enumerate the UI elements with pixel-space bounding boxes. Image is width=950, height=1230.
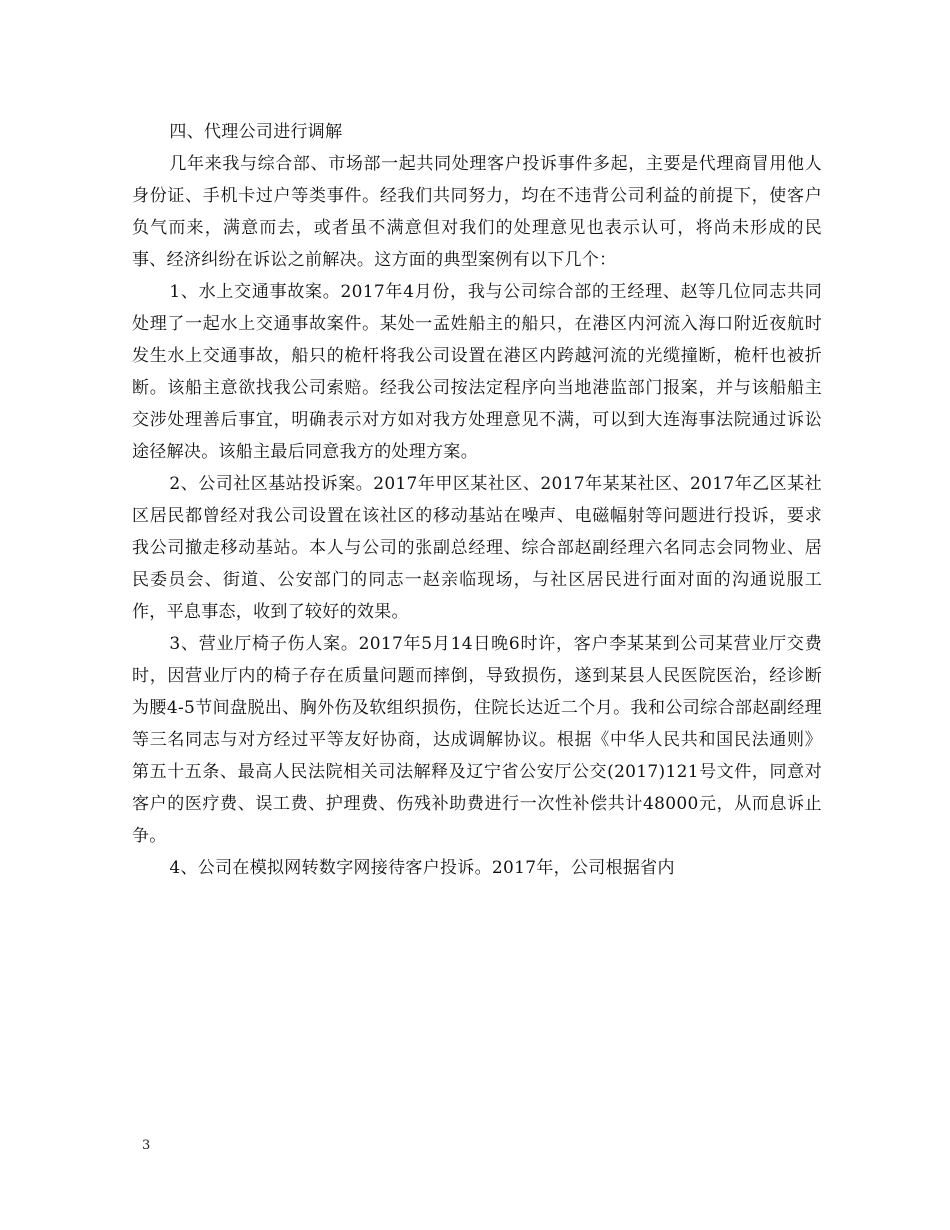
section-heading: 四、代理公司进行调解 (169, 122, 343, 142)
paragraph-case-3: 3、营业厅椅子伤人案。2017年5月14日晚6时许，客户李某某到公司某营业厅交费时，因营业厅内的椅子存在质量问题而摔倒，导致损伤，遂到某县人民医院医治，经诊断为腰4-5节间盘脱出、胸外伤及软组织损伤，住院长达近二个月。我和公司综合部赵副经理等三名同志与对方经过平等友好协商，达成调解协议。根据《中华人民共和国民法通则》第五十五条、最高人民法院相关司法解释及辽宁省公安厅公交(2017)121号文件，同意对客户的医疗费、误工费、护理费、伤残补助费进行一次性补偿共计48000元，从而息诉止争。 (132, 634, 822, 846)
page-number: 3 (142, 1138, 151, 1153)
paragraph-case-2: 2、公司社区基站投诉案。2017年甲区某社区、2017年某某社区、2017年乙区某社区居民都曾经对我公司设置在该社区的移动基站在噪声、电磁幅射等问题进行投诉，要求我公司撤走移动基站。本人与公司的张副总经理、综合部赵副经理六名同志会同物业、居民委员会、街道、公安部门的同志一赵亲临现场，与社区居民进行面对面的沟通说服工作，平息事态，收到了较好的效果。 (132, 474, 822, 622)
paragraph-case-1: 1、水上交通事故案。2017年4月份，我与公司综合部的王经理、赵等几位同志共同处理了一起水上交通事故案件。某处一孟姓船主的船只，在港区内河流入海口附近夜航时发生水上交通事故，船只的桅杆将我公司设置在港区内跨越河流的光缆撞断，桅杆也被折断。该船主意欲找我公司索赔。经我公司按法定程序向当地港监部门报案，并与该船船主交涉处理善后事宜，明确表示对方如对我方处理意见不满，可以到大连海事法院通过诉讼途径解决。该船主最后同意我方的处理方案。 (132, 282, 822, 462)
document-body (132, 116, 822, 884)
paragraph-case-4: 4、公司在模拟网转数字网接待客户投诉。2017年，公司根据省内 (169, 858, 675, 878)
paragraph-intro: 几年来我与综合部、市场部一起共同处理客户投诉事件多起，主要是代理商冒用他人身份证、手机卡过户等类事件。经我们共同努力，均在不违背公司利益的前提下，使客户负气而来，满意而去，或者虽不满意但对我们的处理意见也表示认可，将尚未形成的民事、经济纠纷在诉讼之前解决。这方面的典型案例有以下几个： (132, 154, 822, 270)
